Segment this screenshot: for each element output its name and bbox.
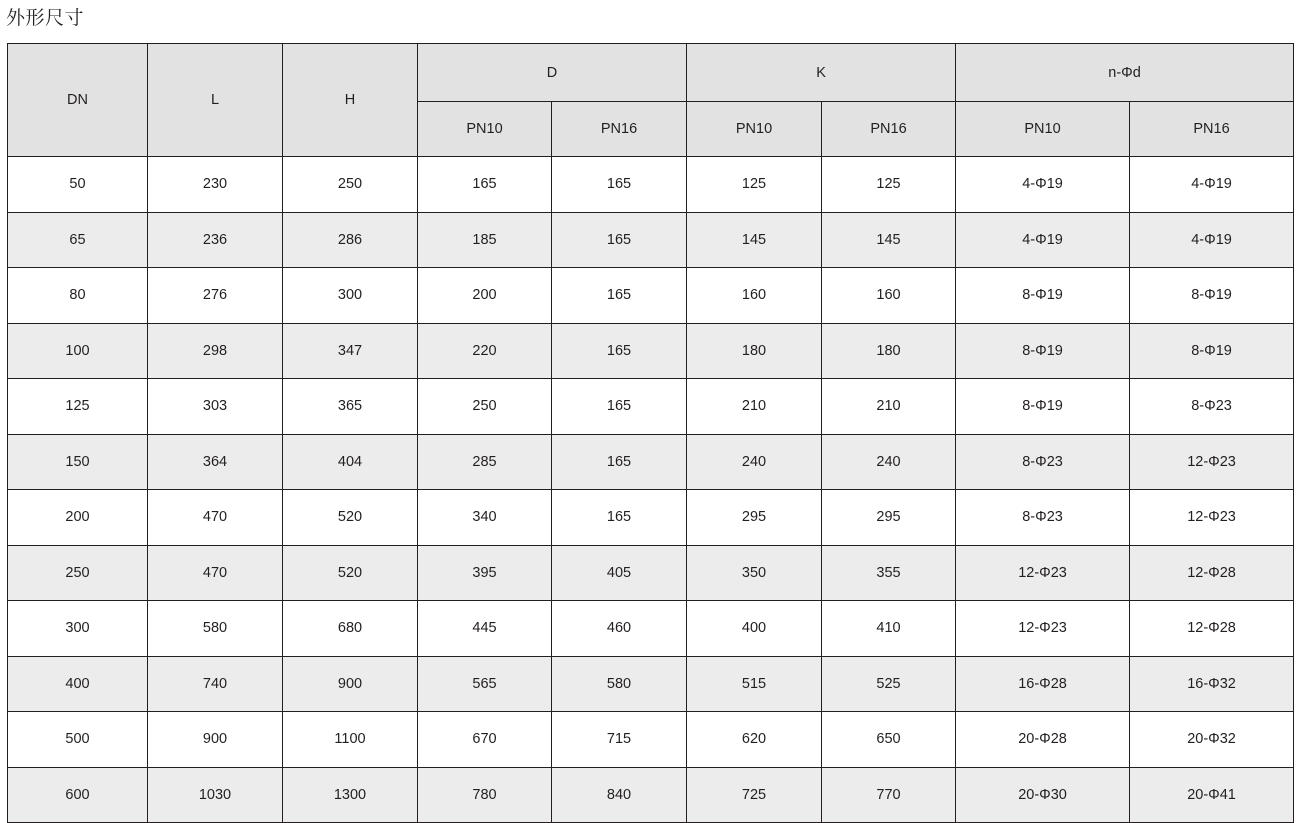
cell-k-pn10: 180 xyxy=(687,323,822,379)
cell-l: 470 xyxy=(148,545,283,601)
cell-k-pn16: 160 xyxy=(822,268,956,324)
cell-h: 300 xyxy=(283,268,418,324)
cell-d-pn16: 715 xyxy=(552,712,687,768)
cell-dn: 150 xyxy=(8,434,148,490)
cell-nd-pn16: 4-Φ19 xyxy=(1130,212,1294,268)
cell-k-pn16: 355 xyxy=(822,545,956,601)
cell-l: 236 xyxy=(148,212,283,268)
page-title: 外形尺寸 xyxy=(6,8,85,29)
table-row xyxy=(8,379,1294,435)
cell-h: 347 xyxy=(283,323,418,379)
column-header-d: D xyxy=(418,44,687,102)
cell-h: 1100 xyxy=(283,712,418,768)
column-header-k-pn16: PN16 xyxy=(822,102,956,157)
cell-l: 470 xyxy=(148,490,283,546)
cell-nd-pn10: 12-Φ23 xyxy=(956,545,1130,601)
cell-nd-pn10: 8-Φ19 xyxy=(956,268,1130,324)
cell-d-pn10: 165 xyxy=(418,157,552,213)
table-row xyxy=(8,767,1294,823)
cell-l: 1030 xyxy=(148,767,283,823)
cell-nd-pn16: 4-Φ19 xyxy=(1130,157,1294,213)
cell-k-pn10: 295 xyxy=(687,490,822,546)
cell-k-pn16: 210 xyxy=(822,379,956,435)
cell-dn: 250 xyxy=(8,545,148,601)
cell-d-pn16: 165 xyxy=(552,212,687,268)
cell-d-pn10: 185 xyxy=(418,212,552,268)
cell-k-pn10: 515 xyxy=(687,656,822,712)
cell-d-pn16: 165 xyxy=(552,323,687,379)
cell-h: 520 xyxy=(283,490,418,546)
cell-nd-pn10: 4-Φ19 xyxy=(956,157,1130,213)
cell-nd-pn16: 20-Φ32 xyxy=(1130,712,1294,768)
cell-k-pn10: 160 xyxy=(687,268,822,324)
cell-l: 900 xyxy=(148,712,283,768)
column-header-nd-pn10: PN10 xyxy=(956,102,1130,157)
dimensions-table xyxy=(7,43,1294,823)
table-row xyxy=(8,545,1294,601)
cell-k-pn16: 145 xyxy=(822,212,956,268)
cell-d-pn10: 250 xyxy=(418,379,552,435)
table-row xyxy=(8,712,1294,768)
cell-l: 740 xyxy=(148,656,283,712)
cell-nd-pn16: 8-Φ19 xyxy=(1130,268,1294,324)
cell-l: 580 xyxy=(148,601,283,657)
cell-d-pn16: 405 xyxy=(552,545,687,601)
cell-k-pn16: 650 xyxy=(822,712,956,768)
cell-h: 250 xyxy=(283,157,418,213)
cell-d-pn10: 445 xyxy=(418,601,552,657)
cell-dn: 80 xyxy=(8,268,148,324)
cell-d-pn16: 165 xyxy=(552,379,687,435)
cell-nd-pn10: 12-Φ23 xyxy=(956,601,1130,657)
cell-nd-pn16: 8-Φ23 xyxy=(1130,379,1294,435)
cell-d-pn10: 340 xyxy=(418,490,552,546)
cell-h: 1300 xyxy=(283,767,418,823)
cell-dn: 600 xyxy=(8,767,148,823)
cell-dn: 125 xyxy=(8,379,148,435)
cell-k-pn10: 725 xyxy=(687,767,822,823)
column-header-dn: DN xyxy=(8,44,148,157)
cell-k-pn16: 240 xyxy=(822,434,956,490)
cell-k-pn10: 125 xyxy=(687,157,822,213)
column-header-h: H xyxy=(283,44,418,157)
cell-l: 364 xyxy=(148,434,283,490)
cell-k-pn16: 525 xyxy=(822,656,956,712)
cell-k-pn10: 620 xyxy=(687,712,822,768)
cell-d-pn10: 670 xyxy=(418,712,552,768)
cell-nd-pn10: 8-Φ19 xyxy=(956,323,1130,379)
cell-h: 520 xyxy=(283,545,418,601)
cell-nd-pn16: 8-Φ19 xyxy=(1130,323,1294,379)
column-header-l: L xyxy=(148,44,283,157)
cell-dn: 100 xyxy=(8,323,148,379)
cell-d-pn10: 395 xyxy=(418,545,552,601)
table-row xyxy=(8,323,1294,379)
cell-nd-pn16: 20-Φ41 xyxy=(1130,767,1294,823)
cell-k-pn16: 125 xyxy=(822,157,956,213)
cell-d-pn16: 165 xyxy=(552,434,687,490)
column-header-d-pn10: PN10 xyxy=(418,102,552,157)
table-header xyxy=(8,44,1294,157)
cell-l: 298 xyxy=(148,323,283,379)
cell-l: 303 xyxy=(148,379,283,435)
column-header-nd-pn16: PN16 xyxy=(1130,102,1294,157)
cell-d-pn16: 165 xyxy=(552,490,687,546)
table-row xyxy=(8,157,1294,213)
cell-dn: 500 xyxy=(8,712,148,768)
cell-d-pn16: 165 xyxy=(552,157,687,213)
dimensions-table-container xyxy=(7,43,1293,823)
cell-h: 900 xyxy=(283,656,418,712)
cell-dn: 50 xyxy=(8,157,148,213)
cell-d-pn10: 220 xyxy=(418,323,552,379)
cell-nd-pn10: 16-Φ28 xyxy=(956,656,1130,712)
cell-h: 680 xyxy=(283,601,418,657)
column-header-k: K xyxy=(687,44,956,102)
table-row xyxy=(8,434,1294,490)
cell-k-pn10: 145 xyxy=(687,212,822,268)
cell-d-pn16: 840 xyxy=(552,767,687,823)
cell-nd-pn10: 20-Φ28 xyxy=(956,712,1130,768)
cell-k-pn10: 210 xyxy=(687,379,822,435)
column-header-n-phi-d: n-Φd xyxy=(956,44,1294,102)
table-row xyxy=(8,490,1294,546)
cell-nd-pn16: 12-Φ23 xyxy=(1130,490,1294,546)
cell-dn: 65 xyxy=(8,212,148,268)
column-header-d-pn16: PN16 xyxy=(552,102,687,157)
cell-d-pn16: 165 xyxy=(552,268,687,324)
cell-dn: 200 xyxy=(8,490,148,546)
cell-d-pn10: 565 xyxy=(418,656,552,712)
cell-dn: 400 xyxy=(8,656,148,712)
table-row xyxy=(8,656,1294,712)
cell-k-pn16: 410 xyxy=(822,601,956,657)
cell-d-pn16: 580 xyxy=(552,656,687,712)
cell-nd-pn10: 8-Φ23 xyxy=(956,490,1130,546)
column-header-k-pn10: PN10 xyxy=(687,102,822,157)
cell-nd-pn10: 4-Φ19 xyxy=(956,212,1130,268)
cell-nd-pn16: 12-Φ28 xyxy=(1130,601,1294,657)
cell-nd-pn10: 8-Φ23 xyxy=(956,434,1130,490)
cell-k-pn16: 770 xyxy=(822,767,956,823)
cell-nd-pn16: 12-Φ28 xyxy=(1130,545,1294,601)
cell-d-pn10: 780 xyxy=(418,767,552,823)
cell-l: 276 xyxy=(148,268,283,324)
cell-k-pn10: 400 xyxy=(687,601,822,657)
cell-k-pn16: 295 xyxy=(822,490,956,546)
cell-nd-pn10: 20-Φ30 xyxy=(956,767,1130,823)
cell-h: 286 xyxy=(283,212,418,268)
table-row xyxy=(8,601,1294,657)
table-row xyxy=(8,212,1294,268)
table-header-row-groups xyxy=(8,44,1294,102)
cell-l: 230 xyxy=(148,157,283,213)
cell-h: 404 xyxy=(283,434,418,490)
cell-d-pn16: 460 xyxy=(552,601,687,657)
table-row xyxy=(8,268,1294,324)
cell-nd-pn10: 8-Φ19 xyxy=(956,379,1130,435)
table-body xyxy=(8,157,1294,823)
cell-k-pn10: 240 xyxy=(687,434,822,490)
cell-d-pn10: 285 xyxy=(418,434,552,490)
cell-d-pn10: 200 xyxy=(418,268,552,324)
cell-k-pn10: 350 xyxy=(687,545,822,601)
cell-nd-pn16: 16-Φ32 xyxy=(1130,656,1294,712)
cell-dn: 300 xyxy=(8,601,148,657)
cell-k-pn16: 180 xyxy=(822,323,956,379)
cell-nd-pn16: 12-Φ23 xyxy=(1130,434,1294,490)
cell-h: 365 xyxy=(283,379,418,435)
